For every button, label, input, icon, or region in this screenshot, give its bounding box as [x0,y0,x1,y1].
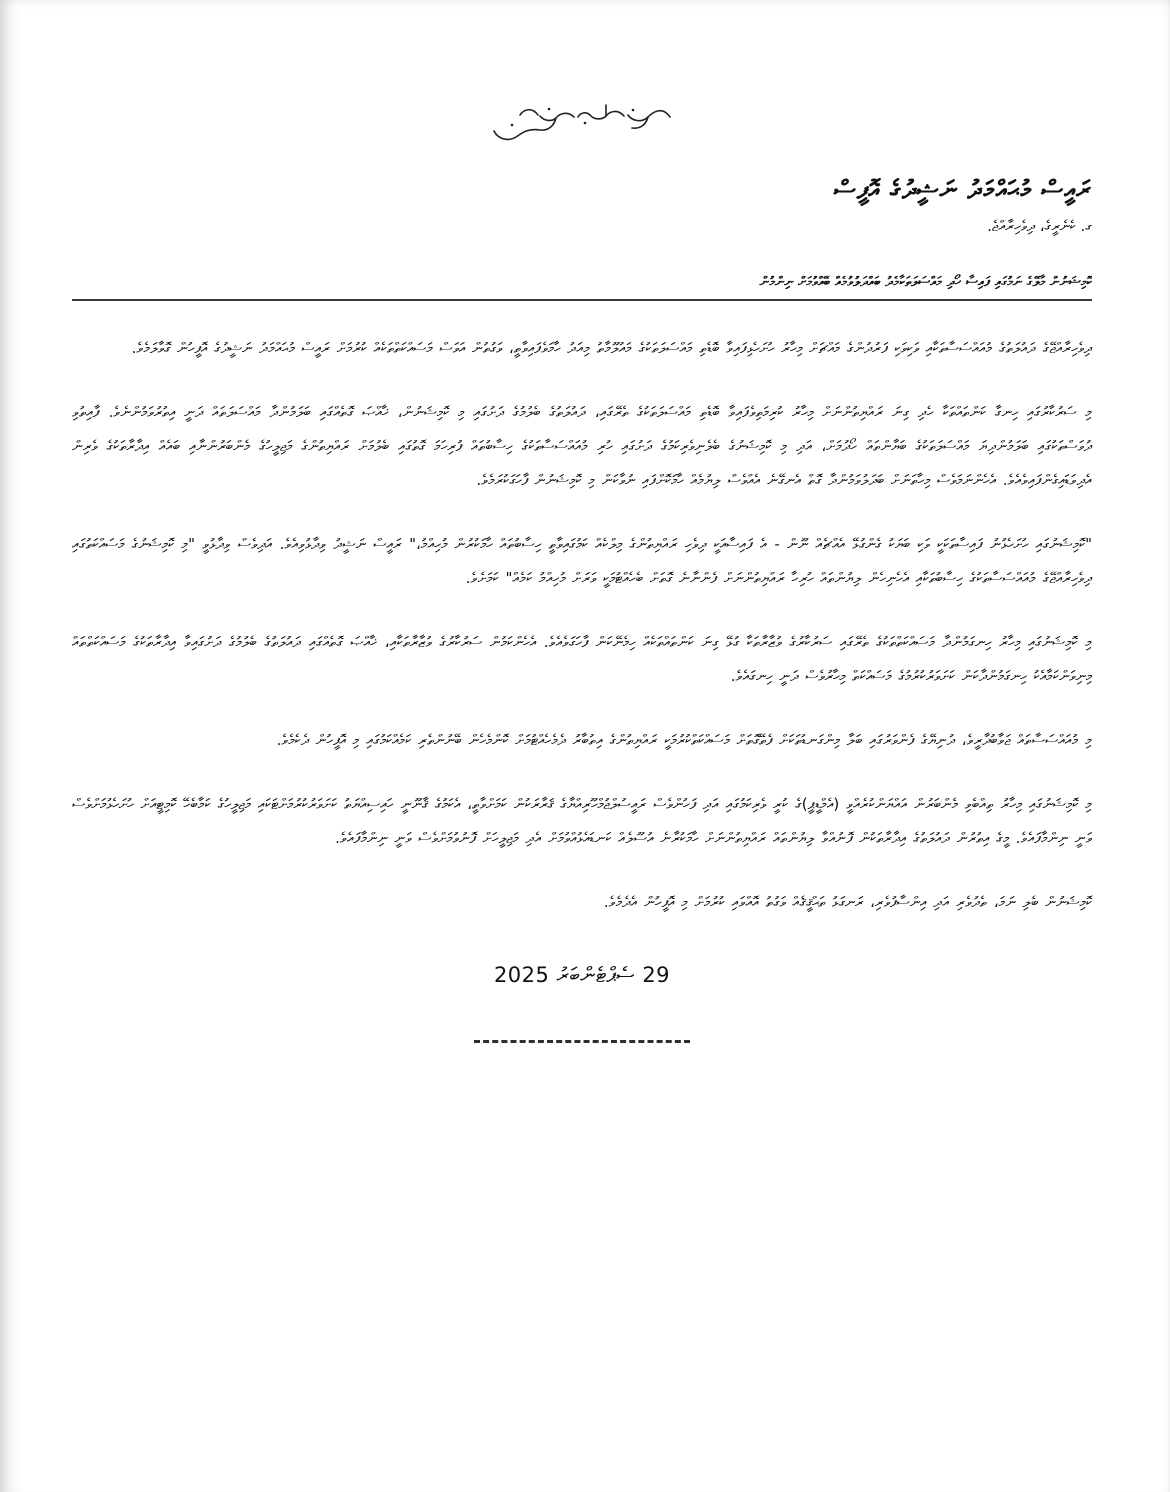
bismillah-calligraphy-strokes [482,87,682,143]
signature-divider [474,1040,690,1043]
body-paragraph: މި ކޮމިޝަނުގައި މިހާރު ތިއްބެވި މެންބަރުން އައްޔަންކުރެއްވީ (އެމްޑީޕީ)ގެ ކުރީ ވެރިކަމުގައި އަދި ފަހުންވެސް ރައީސުލްޖުމްހޫރިއްޔާގެ ޤަރާރަކުން ކަމަށްވާތީ، އެކަމުގެ ޤާނޫނީ ހައިސިއްޔަތު ކަށަވަރުކުރުމަށްޓަކައި މަޖިލީހުގެ ކަމާބެހޭ ކޮމިޓީއަށް ހުށަހެޅުމަށްވެސް ވަނީ ނިންމާފައެވެ. މީގެ އިތުރުން ދައުލަތުގެ އިދާރާތަކުން ފޮނުއްވާ ލިޔުންތައް ރައްޔިތުންނަށް ހާމަކުރާނެ އުސޫލެއް ކަނޑައެޅުއްވުމަށް އެދި މަޖިލީހަށް ފޮނުވުމަށްވެސް ވަނީ ނިންމާފައެވެ. [72,795,1092,848]
body-paragraph: ދިވެހިރާއްޖޭގެ ދައުލަތުގެ މުއައްސަސާތަކާއި ވަކިވަކި ފަރުދުންގެ މައްޗަށް މިހާރު ހުށަހެޅިފައިވާ ބޮޑެތި މައްސަލަތަކުގެ މައުލޫމާތު މިއަދު ހާމަވެފައިވާތީ، ވަގުތުން އަވަސް މަސައްކަތްތަކެއް ކުރުމަށް ރައީސް މުޙައްމަދު ނަޝީދުގެ އޮފީހުން ގޮވާލަމެވެ. [131,339,1092,358]
body-paragraph: މި ސަރުކާރުގައި ހިނގާ ކަންތައްތަކާ ހެދި ގިނަ ރައްޔިތުންނަށް މިހާރު ކުރިމަތިވެފައިވާ ބޮޑެތި މައްސަލަތަކުގެ ތެރޭގައި، ދައުލަތުގެ ބެލުމުގެ ދަށުގައި މި ކޮމިޝަނުން، ޚާއްޞަ ގޮތެއްގައި ބަލަމުންދާ މައްސަލަތައް ދަނީ އިތުރުވަމުންނެވެ. ފާއިތުވި ދުވަސްތަކުގައި ބަލަމުންދިޔަ މައްސަލަތަކުގެ ބަޔާންތައް ހޯދުމަށް، އަދި މި ކޮމިޝަނުގެ ބެލެނިވެރިކަމުގެ ދަށުގައި ހުރި މުއައްސަސާތަކުގެ ހިސާބުތައް ފުރިހަމަ ގޮތުގައި ބެލުމަށް ރައްޔިތުންގެ މަޖިލީހުގެ މެންބަރުންނާއި ބައެއް އިދާރާތަކުގެ ވެރިން އެދިވަޑައިގެންފައިވެއެވެ. އެހެންނަމަވެސް މިހާތަނަށް ބަދަލުވަމުންދާ ގޮތް އެނގޭނެ އެއްވެސް ލިޔުމެއް ހާމަކޮށްފައި ނުވާކަން މި ކޮމިޝަނުން ފާހަގަކުރަމެވެ. [72,403,1092,490]
body-paragraph: މި ކޮމިޝަނުގައި މިހާރު ހިނގަމުންދާ މަސައްކަތްތަކުގެ ތެރޭގައި ސަރުކާރުގެ ވުޒާރާތަކާ ގުޅޭ ގިނަ ކަންތައްތަކެއް ހިމެނޭކަން ފާހަގަވެއެވެ. އެހެންކަމުން ސަރުކާރުގެ ވުޒާރާތަކާއި، ޚާއްޞަ ގޮތެއްގައި ދައުލަތުގެ ބެލުމުގެ ދަށުގައިވާ އިދާރާތަކުގެ މަސައްކަތްތައް މިނިވަންކަމާއެކު ހިނގަމުންދާކަން ކަށަވަރުކުރުމުގެ މަސައްކަތް މިހާރުވެސް ދަނީ ހިނގައެވެ. [72,633,1092,686]
statement-headline: ކޮމިޝަނުން މާލޭގެ ނަމުގައި ފައިސާ ހޯދި މައްސަލަތަކާމެދު ބައްދަލުވުމެއް ބޭއްވުމަށް ނިންމުން [72,272,1092,302]
statement-body [72,331,1092,919]
statement-date: 29 ސެޕްޓެންބަރު 2025 [493,963,671,988]
office-address: ގ. ކެނެރީގެ، ދިވެހިރާއްޖެ. [987,217,1092,235]
office-name: ރައީސް މުޙައްމަދު ނަޝީދުގެ އޮފީސް [833,175,1092,204]
body-paragraph: މި މުއައްސަސާތައް ޖަވާބުދާރީވެ، ދުނިޔޭގެ ފެންވަރުގައި ބަލާ މިންގަނޑުތަކަށް ފެތޭގޮތަށް މަސައްކަތްކުރުމަކީ ރައްޔިތުންގެ އިތުބާރު ދެމެހެއްޓުމަށް ކޮންމެހެން ބޭނުންތެރި ކަމެއްކަމުގައި މި އޮފީހުން ދެކެމެވެ. [276,731,1092,750]
document-content [72,0,1092,1492]
bismillah-calligraphy [482,86,682,144]
body-paragraph: ކޮމިޝަނުން ބެލި ނަމަ، ތެދުވެރި އަދި އިންސާފުވެރި، ރަނގަޅު ތަޙްޤީޤެއް ވަގުތު އޮއްވައި ކުރުމަށް މި އޮފީހުން އެދެމެވެ. [603,893,1092,912]
body-paragraph-quote: "ކޮމިޝަނުގައި ހުށަހެޅުނު ފައިސާތަކަކީ ވަކި ބަޔަކު ގެންގުޅޭ އެއްޗެއް ނޫން - އެ ފައިސާއަކީ ދިވެހި ރައްޔިތުންގެ މިލްކެއް ކަމުގައިވާތީ ހިސާބުތައް ހާމަކުރުން މުހިއްމު،" ރައީސް ނަޝީދު ވިދާޅުވިއެވެ. އަދިވެސް ވިދާޅުވީ "މި ކޮމިޝަނުގެ މަސައްކަތުގައި ދިވެހިރާއްޖޭގެ މުއައްސަސާތަކުގެ ހިސާބުތަކާއި އެހެނިހެން ލިޔުންތައް ހުރިހާ ރައްޔިތުންނަށް ފެންނާނެ ގޮތަށް ބެހެއްޓުމަކީ ވަރަށް މުހިއްމު ކަމެއް" ކަމަށެވެ. [72,535,1092,588]
